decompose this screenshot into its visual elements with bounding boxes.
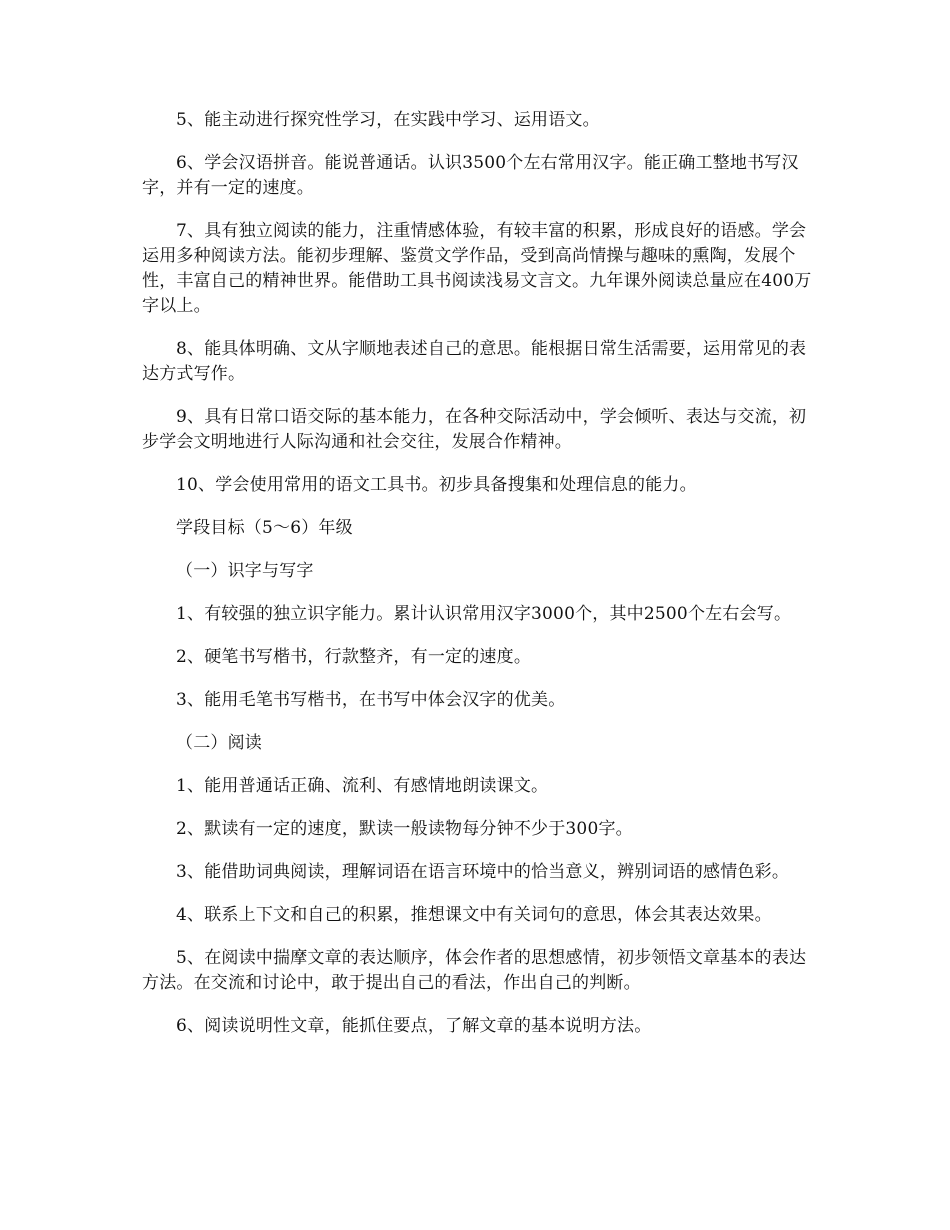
paragraph-goal-10: 10、学会使用常用的语文工具书。初步具备搜集和处理信息的能力。: [176, 475, 697, 495]
paragraph-reading-4: 4、联系上下文和自己的积累，推想课文中有关词句的意思，体会其表达效果。: [176, 905, 772, 925]
paragraph-goal-8: 8、能具体明确、文从字顺地表述自己的意思。能根据日常生活需要，运用常见的表达方式写作。: [142, 339, 807, 384]
paragraph-literacy-2: 2、硬笔书写楷书，行款整齐，有一定的速度。: [176, 647, 532, 667]
paragraph-reading-3: 3、能借助词典阅读，理解词语在语言环境中的恰当意义，辨别词语的感情色彩。: [176, 862, 790, 882]
paragraph-goal-5: 5、能主动进行探究性学习，在实践中学习、运用语文。: [176, 110, 600, 130]
document-body: [142, 108, 812, 1057]
paragraph-literacy-3: 3、能用毛笔书写楷书，在书写中体会汉字的优美。: [176, 690, 566, 710]
paragraph-reading-2: 2、默读有一定的速度，默读一般读物每分钟不少于300字。: [176, 819, 633, 839]
paragraph-reading-6: 6、阅读说明性文章，能抓住要点，了解文章的基本说明方法。: [176, 1016, 652, 1036]
section-heading-stage-goals: 学段目标（5～6）年级: [176, 518, 353, 538]
paragraph-goal-7: 7、具有独立阅读的能力，注重情感体验，有较丰富的积累，形成良好的语感。学会运用多种阅读方法。能初步理解、鉴赏文学作品，受到高尚情操与趣味的熏陶，发展个性，丰富自己的精神世界。能借助工具书阅读浅易文言文。九年课外阅读总量应在400万字以上。: [142, 221, 812, 316]
subsection-heading-reading: （二）阅读: [176, 733, 262, 753]
paragraph-literacy-1: 1、有较强的独立识字能力。累计认识常用汉字3000个，其中2500个左右会写。: [176, 604, 792, 624]
paragraph-reading-5: 5、在阅读中揣摩文章的表达顺序，体会作者的思想感情，初步领悟文章基本的表达方法。在交流和讨论中，敢于提出自己的看法，作出自己的判断。: [142, 948, 807, 993]
paragraph-reading-1: 1、能用普通话正确、流利、有感情地朗读课文。: [176, 776, 549, 796]
subsection-heading-literacy: （一）识字与写字: [176, 561, 314, 581]
paragraph-goal-9: 9、具有日常口语交际的基本能力，在各种交际活动中，学会倾听、表达与交流，初步学会文明地进行人际沟通和社会交往，发展合作精神。: [142, 407, 807, 452]
paragraph-goal-6: 6、学会汉语拼音。能说普通话。认识3500个左右常用汉字。能正确工整地书写汉字，并有一定的速度。: [142, 153, 799, 198]
